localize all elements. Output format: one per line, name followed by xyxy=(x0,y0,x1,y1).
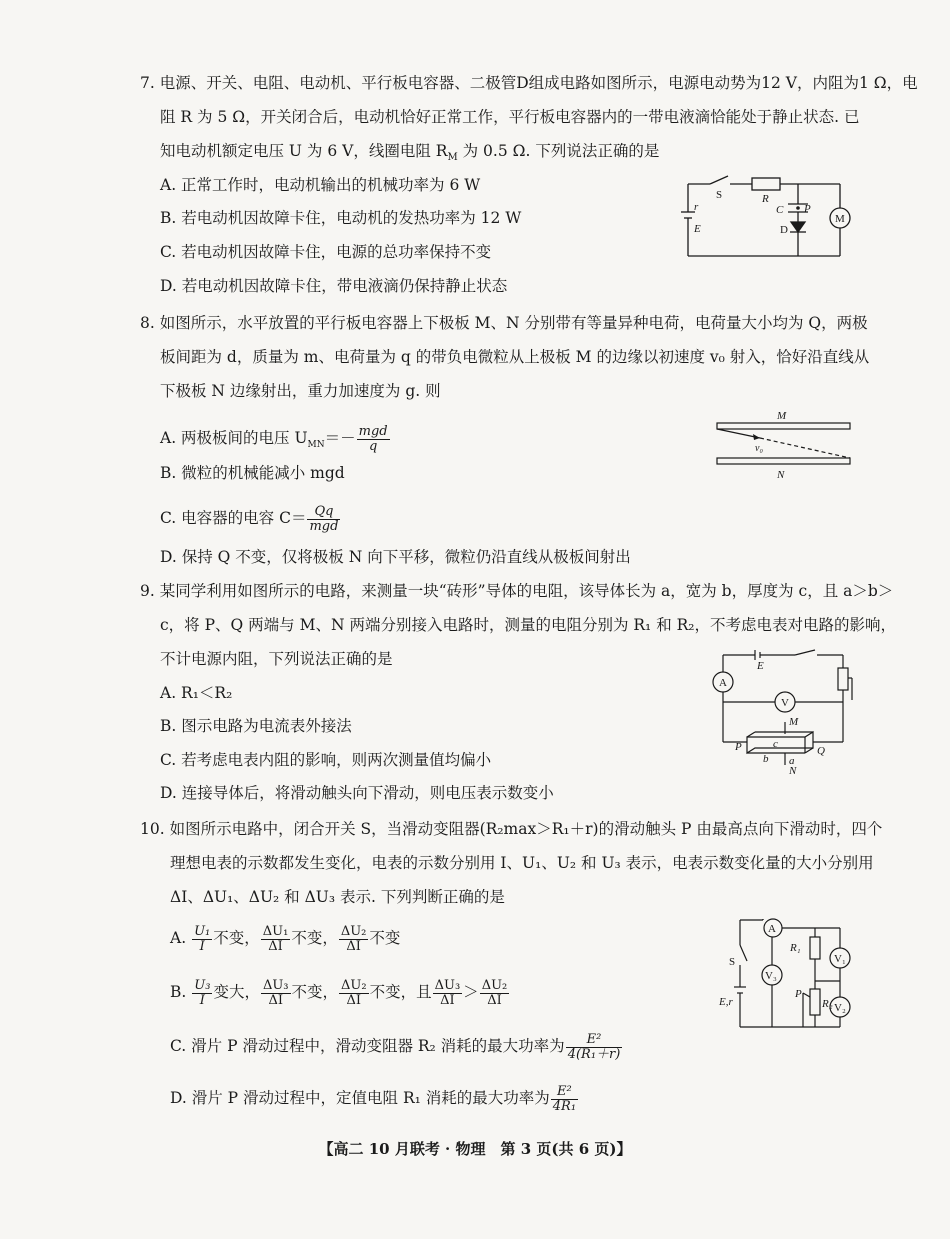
q10-b-frac5-den: ΔI xyxy=(487,992,502,1008)
q10-b-frac1 xyxy=(192,979,212,1008)
q8-stem-line3: 下极板 N 边缘射出，重力加速度为 g. 则 xyxy=(160,382,441,400)
q10-c-den: 4(R₁＋r) xyxy=(567,1046,621,1062)
q7-option-a[interactable]: A. 正常工作时，电动机输出的机械功率为 6 W xyxy=(160,176,481,194)
q8-a-sub: MN xyxy=(307,440,325,451)
q10-a-text2: 不变， xyxy=(291,929,338,947)
q10-a-frac1-num: U₁ xyxy=(194,923,211,939)
q8-fig-label-n: N xyxy=(777,469,785,481)
q9-fig-label-b: b xyxy=(763,753,769,765)
q8-option-d[interactable]: D. 保持 Q 不变，仅将极板 N 向下平移，微粒仍沿直线从极板间射出 xyxy=(160,548,631,566)
q10-a-frac3 xyxy=(339,925,369,954)
q7-fig-label-d: D xyxy=(780,224,788,236)
q8-option-c[interactable] xyxy=(160,498,341,538)
q10-b-text2: 不变， xyxy=(291,983,339,1001)
q10-option-a[interactable] xyxy=(170,918,400,958)
q10-c-num: E² xyxy=(566,1033,623,1048)
q10-b-text1: 变大， xyxy=(213,983,260,1001)
q9-circuit-figure xyxy=(705,650,855,780)
q10-b-frac4-num: ΔU₃ xyxy=(434,977,461,993)
q7-option-c[interactable]: C. 若电动机因故障卡住，电源的总功率保持不变 xyxy=(160,243,492,261)
q10-stem-line2: 理想电表的示数都发生变化，电表的示数分别用 I、U₁、U₂ 和 U₃ 表示，电表示数变化量的大小分别用 xyxy=(170,854,874,872)
q7-fig-label-r: R xyxy=(762,193,769,205)
q7-stem3-tail: 为 0.5 Ω. 下列说法正确的是 xyxy=(457,142,660,160)
q8-a-fraction xyxy=(357,425,390,454)
q7-stem3-sub: M xyxy=(447,152,458,164)
q7-option-b[interactable]: B. 若电动机因故障卡住，电动机的发热功率为 12 W xyxy=(160,209,522,227)
q10-option-b[interactable] xyxy=(170,972,510,1012)
q10-b-frac3 xyxy=(339,979,369,1008)
q9-fig-label-n: N xyxy=(789,765,797,777)
q10-b-frac1-num: U₃ xyxy=(194,977,211,993)
q10-fig-label-r1: R₁ xyxy=(790,942,801,954)
q8-a-pre: A. 两极板间的电压 U xyxy=(160,429,308,447)
q9-option-a[interactable]: A. R₁＜R₂ xyxy=(160,684,233,702)
q9-option-b[interactable]: B. 图示电路为电流表外接法 xyxy=(160,717,352,735)
q9-fig-label-c: c xyxy=(773,738,778,750)
q9-fig-label-voltmeter: V xyxy=(781,697,789,709)
q8-a-eq: ＝－ xyxy=(324,429,356,447)
q9-stem-line2: c，将 P、Q 两端与 M、N 两端分别接入电路时，测量的电阻分别为 R₁ 和 R₂，不考虑电表对电路的影响， xyxy=(160,616,897,634)
q10-option-c[interactable] xyxy=(170,1026,623,1066)
q10-b-frac2-num: ΔU₃ xyxy=(262,977,289,993)
q8-option-a[interactable] xyxy=(160,418,391,458)
q10-a-text3: 不变 xyxy=(369,929,401,947)
q10-a-frac1-den: I xyxy=(199,938,205,954)
q10-a-frac3-den: ΔI xyxy=(346,938,361,954)
q9-option-d[interactable]: D. 连接导体后，将滑动触头向下滑动，则电压表示数变小 xyxy=(160,784,554,802)
q10-b-frac2-den: ΔI xyxy=(268,992,283,1008)
q9-fig-label-p: P xyxy=(735,741,742,753)
q8-option-b[interactable]: B. 微粒的机械能减小 mgd xyxy=(160,464,345,482)
q10-d-den: 4R₁ xyxy=(552,1098,577,1114)
q8-capacitor-figure xyxy=(715,408,855,484)
q9-option-c[interactable]: C. 若考虑电表内阻的影响，则两次测量值均偏小 xyxy=(160,751,492,769)
q10-d-pre: D. 滑片 P 滑动过程中，定值电阻 R₁ 消耗的最大功率为 xyxy=(170,1089,550,1107)
q10-a-label: A. xyxy=(170,929,187,947)
q7-fig-label-s: S xyxy=(716,189,723,201)
q7-fig-label-c: C xyxy=(776,204,784,216)
q10-circuit-figure xyxy=(719,915,860,1033)
q10-a-frac3-num: ΔU₂ xyxy=(340,923,367,939)
q9-fig-label-q: Q xyxy=(817,745,825,757)
q10-fig-label-s: S xyxy=(729,956,736,968)
q10-b-label: B. xyxy=(170,983,187,1001)
q10-stem-line1: 10. 如图所示电路中，闭合开关 S，当滑动变阻器(R₂max＞R₁＋r)的滑动触头 P 由最高点向下滑动时，四个 xyxy=(140,820,883,838)
q8-a-den: q xyxy=(368,438,378,454)
q10-b-frac5 xyxy=(480,979,510,1008)
q8-fig-label-m: M xyxy=(777,410,787,422)
q7-stem3-text: 知电动机额定电压 U 为 6 V，线圈电阻 R xyxy=(160,142,448,160)
q10-b-frac4 xyxy=(433,979,463,1008)
q9-fig-label-m: M xyxy=(789,716,799,728)
q10-b-frac3-den: ΔI xyxy=(346,992,362,1008)
q8-stem-line1: 8. 如图所示，水平放置的平行板电容器上下极板 M、N 分别带有等量异种电荷，电荷量大小均为 Q，两极 xyxy=(140,314,868,332)
q10-a-frac1 xyxy=(192,925,212,954)
q10-a-frac2-den: ΔI xyxy=(268,938,283,954)
q10-stem-line3: ΔI、ΔU₁、ΔU₂ 和 ΔU₃ 表示. 下列判断正确的是 xyxy=(170,888,505,906)
q10-fig-label-v2: V₂ xyxy=(834,1002,846,1014)
q10-b-frac2 xyxy=(261,979,291,1008)
q10-a-frac2-num: ΔU₁ xyxy=(262,923,289,939)
q10-b-frac4-den: ΔI xyxy=(440,992,455,1008)
q10-fig-label-p: P xyxy=(795,988,802,1000)
q10-b-frac1-den: I xyxy=(199,992,205,1008)
q10-d-fraction xyxy=(551,1085,578,1114)
q9-fig-label-ammeter: A xyxy=(719,677,727,689)
q8-c-pre: C. 电容器的电容 C＝ xyxy=(160,509,307,527)
page-footer: 【高二 10 月联考 · 物理 第 3 页(共 6 页)】 xyxy=(318,1140,632,1158)
q10-d-num: E² xyxy=(551,1085,578,1100)
q7-fig-label-e: E xyxy=(694,223,701,235)
q10-a-text1: 不变， xyxy=(213,929,260,947)
q10-fig-label-er: E,r xyxy=(719,996,733,1008)
q7-circuit-figure xyxy=(680,172,860,262)
q9-stem-line1: 9. 某同学利用如图所示的电路，来测量一块“砖形”导体的电阻，该导体长为 a，宽为 b，厚度为 c，且 a＞b＞ xyxy=(140,582,894,600)
q7-fig-label-r-internal: r xyxy=(694,201,699,213)
q9-fig-label-e: E xyxy=(757,660,764,672)
q10-fig-label-v1: V₁ xyxy=(834,953,846,965)
q7-fig-label-m: M xyxy=(835,213,845,225)
q8-c-num: Qq xyxy=(307,505,340,520)
q10-option-d[interactable] xyxy=(170,1078,579,1118)
q9-stem-line3: 不计电源内阻，下列说法正确的是 xyxy=(160,650,393,668)
q7-stem-line3 xyxy=(160,140,659,169)
q7-stem-line2: 阻 R 为 5 Ω，开关闭合后，电动机恰好正常工作，平行板电容器内的一带电液滴恰能处于静止状态. 已 xyxy=(160,108,860,126)
q10-b-frac5-num: ΔU₂ xyxy=(481,977,508,993)
q8-c-den: mgd xyxy=(309,518,339,534)
q10-a-frac2 xyxy=(261,925,291,954)
q8-a-num: mgd xyxy=(358,423,388,439)
q10-b-gt: ＞ xyxy=(463,983,479,1001)
q10-fig-label-a: A xyxy=(768,923,776,935)
q10-fig-label-r2: R₂ xyxy=(822,998,833,1010)
q10-b-text3: 不变，且 xyxy=(369,983,432,1001)
q9-fig-label-a: a xyxy=(789,755,795,767)
q8-stem-line2: 板间距为 d，质量为 m、电荷量为 q 的带负电微粒从上极板 M 的边缘以初速度 v₀ 射入，恰好沿直线从 xyxy=(160,348,870,366)
q7-stem-line1: 7. 电源、开关、电阻、电动机、平行板电容器、二极管D组成电路如图所示，电源电动势为12 V，内阻为1 Ω，电 xyxy=(140,74,918,92)
q7-option-d[interactable]: D. 若电动机因故障卡住，带电液滴仍保持静止状态 xyxy=(160,277,508,295)
q10-c-pre: C. 滑片 P 滑动过程中，滑动变阻器 R₂ 消耗的最大功率为 xyxy=(170,1037,565,1055)
q10-fig-label-v3: V₃ xyxy=(765,970,777,982)
q10-c-fraction xyxy=(566,1033,623,1062)
q10-b-frac3-num: ΔU₂ xyxy=(341,977,367,993)
q8-c-fraction xyxy=(307,505,340,534)
q7-fig-label-p: P xyxy=(804,203,811,215)
q8-fig-label-v0: v₀ xyxy=(755,443,763,454)
